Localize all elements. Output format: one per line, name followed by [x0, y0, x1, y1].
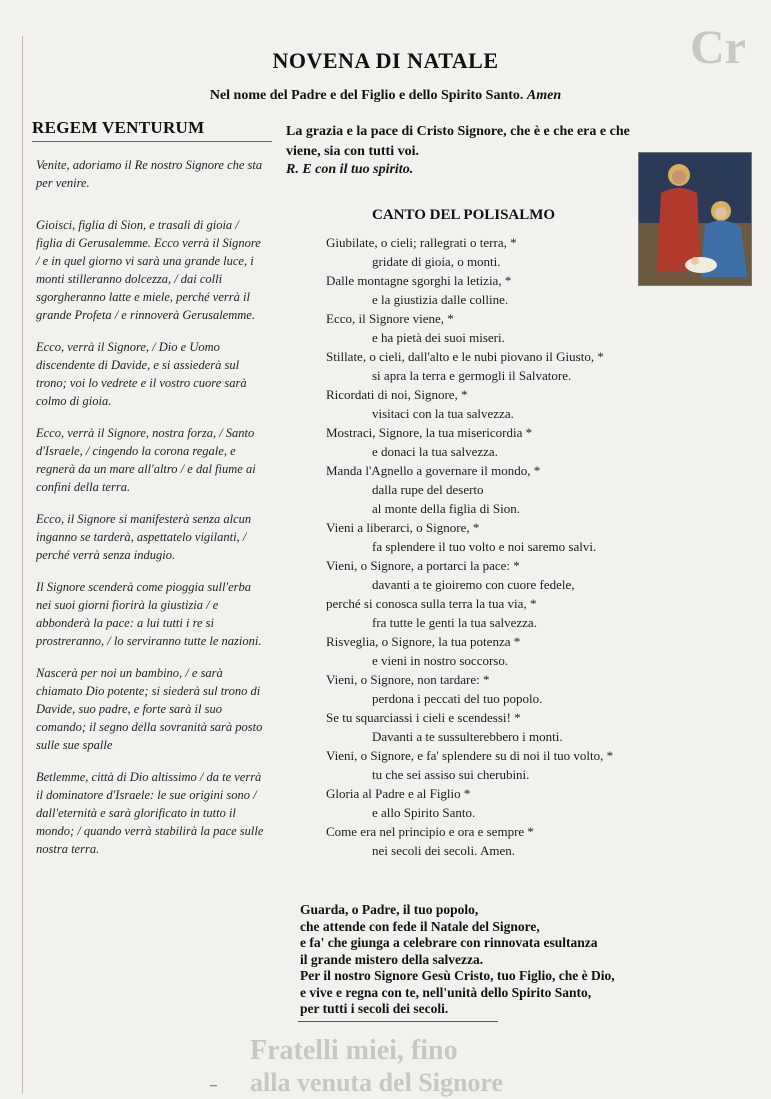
stanza: Ecco, verrà il Signore, nostra forza, / Santo d'Israele, / cingendo la corona regale, e regnerà da un mare all'altro / e dal fiume ai confini della terra.	[36, 426, 256, 494]
page-dash: –	[210, 1078, 217, 1093]
stanza: Betlemme, città di Dio altissimo / da te verrà il dominatore d'Israele: le sue origini sono / dall'eternità e sarà glorificato in tutto il mondo; / quando verrà stabilirà la pace sulle nostra terra.	[36, 770, 264, 856]
canto-verse-line: Gloria al Padre e al Figlio *	[326, 786, 471, 801]
canto-verse-line: Vieni, o Signore, non tardare: *	[326, 672, 490, 687]
regem-venturum-stanzas	[36, 156, 264, 872]
canto-verse-line: Stillate, o cieli, dall'alto e le nubi piovano il Giusto, *	[326, 349, 604, 364]
stanza: Nascerà per noi un bambino, / e sarà chiamato Dio potente; si siederà sul trono di Davide, suo padre, e forte sarà il suo comando; il segno della sovranità sarà posto sulle sue spalle	[36, 666, 263, 752]
response: R. E con il tuo spirito.	[286, 162, 414, 177]
canto-verse-line: Mostraci, Signore, la tua misericordia *	[326, 425, 533, 440]
canto-response-line: e la giustizia dalle colline.	[372, 292, 509, 307]
stanza: Il Signore scenderà come pioggia sull'erba nei suoi giorni fiorirà la giustizia / e abbonderà la pace: a lui tutti i re si prostreranno, / lo serviranno tutte le nazioni.	[36, 580, 262, 648]
stanza: Venite, adoriamo il Re nostro Signore che sta per venire.	[36, 158, 263, 190]
left-heading: REGEM VENTURUM	[32, 118, 205, 137]
greeting-line: La grazia e la pace di Cristo Signore, che è e che era e che	[286, 124, 630, 139]
greeting-line: viene, sia con tutti voi.	[286, 143, 419, 159]
canto-response-line: dalla rupe del deserto	[372, 482, 484, 497]
closing-divider	[298, 1021, 498, 1022]
stanza: Ecco, verrà il Signore, / Dio e Uomo discendente di Davide, e si assiederà sul trono; voi lo vedrete e il vostro cuore sarà colmo di gioia.	[36, 340, 247, 408]
bleed-through-text: alla venuta del Signore	[250, 1068, 504, 1097]
canto-response-line: si apra la terra e germogli il Salvatore.	[372, 368, 572, 383]
canto-response-line: fra tutte le genti la tua salvezza.	[372, 615, 537, 630]
canto-response-line: Davanti a te sussulterebbero i monti.	[372, 729, 563, 744]
page-title: NOVENA DI NATALE	[272, 48, 499, 73]
canto-verse-line: Vieni, o Signore, e fa' splendere su di noi il tuo volto, *	[326, 748, 614, 763]
canto-title: CANTO DEL POLISALMO	[372, 207, 556, 223]
canto-verse-line: Ecco, il Signore viene, *	[326, 311, 454, 326]
bleed-through-text: Cr	[690, 21, 746, 74]
canto-verse-line: Manda l'Agnello a governare il mondo, *	[326, 463, 541, 478]
canto-verse-line: Giubilate, o cieli; rallegrati o terra, *	[326, 235, 517, 250]
canto-response-line: nei secoli dei secoli. Amen.	[372, 843, 515, 858]
polisalmo-lines	[326, 233, 726, 860]
prayer-line: Guarda, o Padre, il tuo popolo,	[300, 902, 479, 917]
stanza: Gioisci, figlia di Sion, e trasali di gioia / figlia di Gerusalemme. Ecco verrà il Signore / e in quel giorno vi sarà una grande luce, i monti stilleranno dolcezza, / dai colli sgorgheranno latte e miele, perché verrà il grande Profeta / e rinnoverà Gerusalemme.	[36, 218, 261, 322]
invocation	[0, 88, 771, 104]
canto-response-line: al monte della figlia di Sion.	[372, 501, 521, 516]
canto-verse-line: Se tu squarciassi i cieli e scendessi! *	[326, 710, 521, 725]
prayer-line: per tutti i secoli dei secoli.	[300, 1001, 449, 1016]
invocation-text: Nel nome del Padre e del Figlio e dello Spirito Santo.	[209, 88, 524, 103]
canto-verse-line: Vieni, o Signore, a portarci la pace: *	[326, 558, 520, 573]
canto-response-line: e vieni in nostro soccorso.	[372, 653, 509, 668]
canto-response-line: gridate di gioia, o monti.	[372, 254, 501, 269]
prayer-line: che attende con fede il Natale del Signore,	[300, 918, 540, 934]
canto-verse-line: Dalle montagne sgorghi la letizia, *	[326, 273, 512, 288]
closing-prayer	[300, 902, 740, 1018]
prayer-line: il grande mistero della salvezza.	[300, 951, 484, 967]
canto-response-line: fa splendere il tuo volto e noi saremo salvi.	[372, 539, 597, 554]
canto-response-line: davanti a te gioiremo con cuore fedele,	[372, 577, 575, 592]
prayer-line: e fa' che giunga a celebrare con rinnovata esultanza	[300, 935, 598, 950]
canto-verse-line: Ricordati di noi, Signore, *	[326, 387, 468, 402]
canto-verse-line: Vieni a liberarci, o Signore, *	[326, 520, 480, 535]
prayer-line: e vive e regna con te, nell'unità dello Spirito Santo,	[300, 984, 592, 1000]
canto-response-line: visitaci con la tua salvezza.	[372, 406, 514, 421]
canto-verse-line: Risveglia, o Signore, la tua potenza *	[326, 634, 521, 649]
heading-divider	[32, 141, 272, 142]
canto-verse-line: Come era nel principio e ora e sempre *	[326, 824, 534, 839]
stanza: Ecco, il Signore si manifesterà senza alcun inganno se tarderà, aspettatelo vigilanti, / perché verrà senza indugio.	[36, 512, 252, 562]
canto-verse-line: perché si conosca sulla terra la tua via, *	[326, 596, 537, 611]
invocation-amen: Amen	[526, 88, 562, 103]
prayer-line: Per il nostro Signore Gesù Cristo, tuo Figlio, che è Dio,	[300, 968, 615, 983]
canto-response-line: tu che sei assiso sui cherubini.	[372, 767, 530, 782]
canto-response-line: e ha pietà dei suoi miseri.	[372, 330, 505, 345]
bleed-through-text: Fratelli miei, fino	[250, 1035, 458, 1066]
canto-response-line: e donaci la tua salvezza.	[372, 444, 498, 459]
canto-response-line: e allo Spirito Santo.	[372, 805, 476, 820]
canto-response-line: perdona i peccati del tuo popolo.	[372, 691, 543, 706]
